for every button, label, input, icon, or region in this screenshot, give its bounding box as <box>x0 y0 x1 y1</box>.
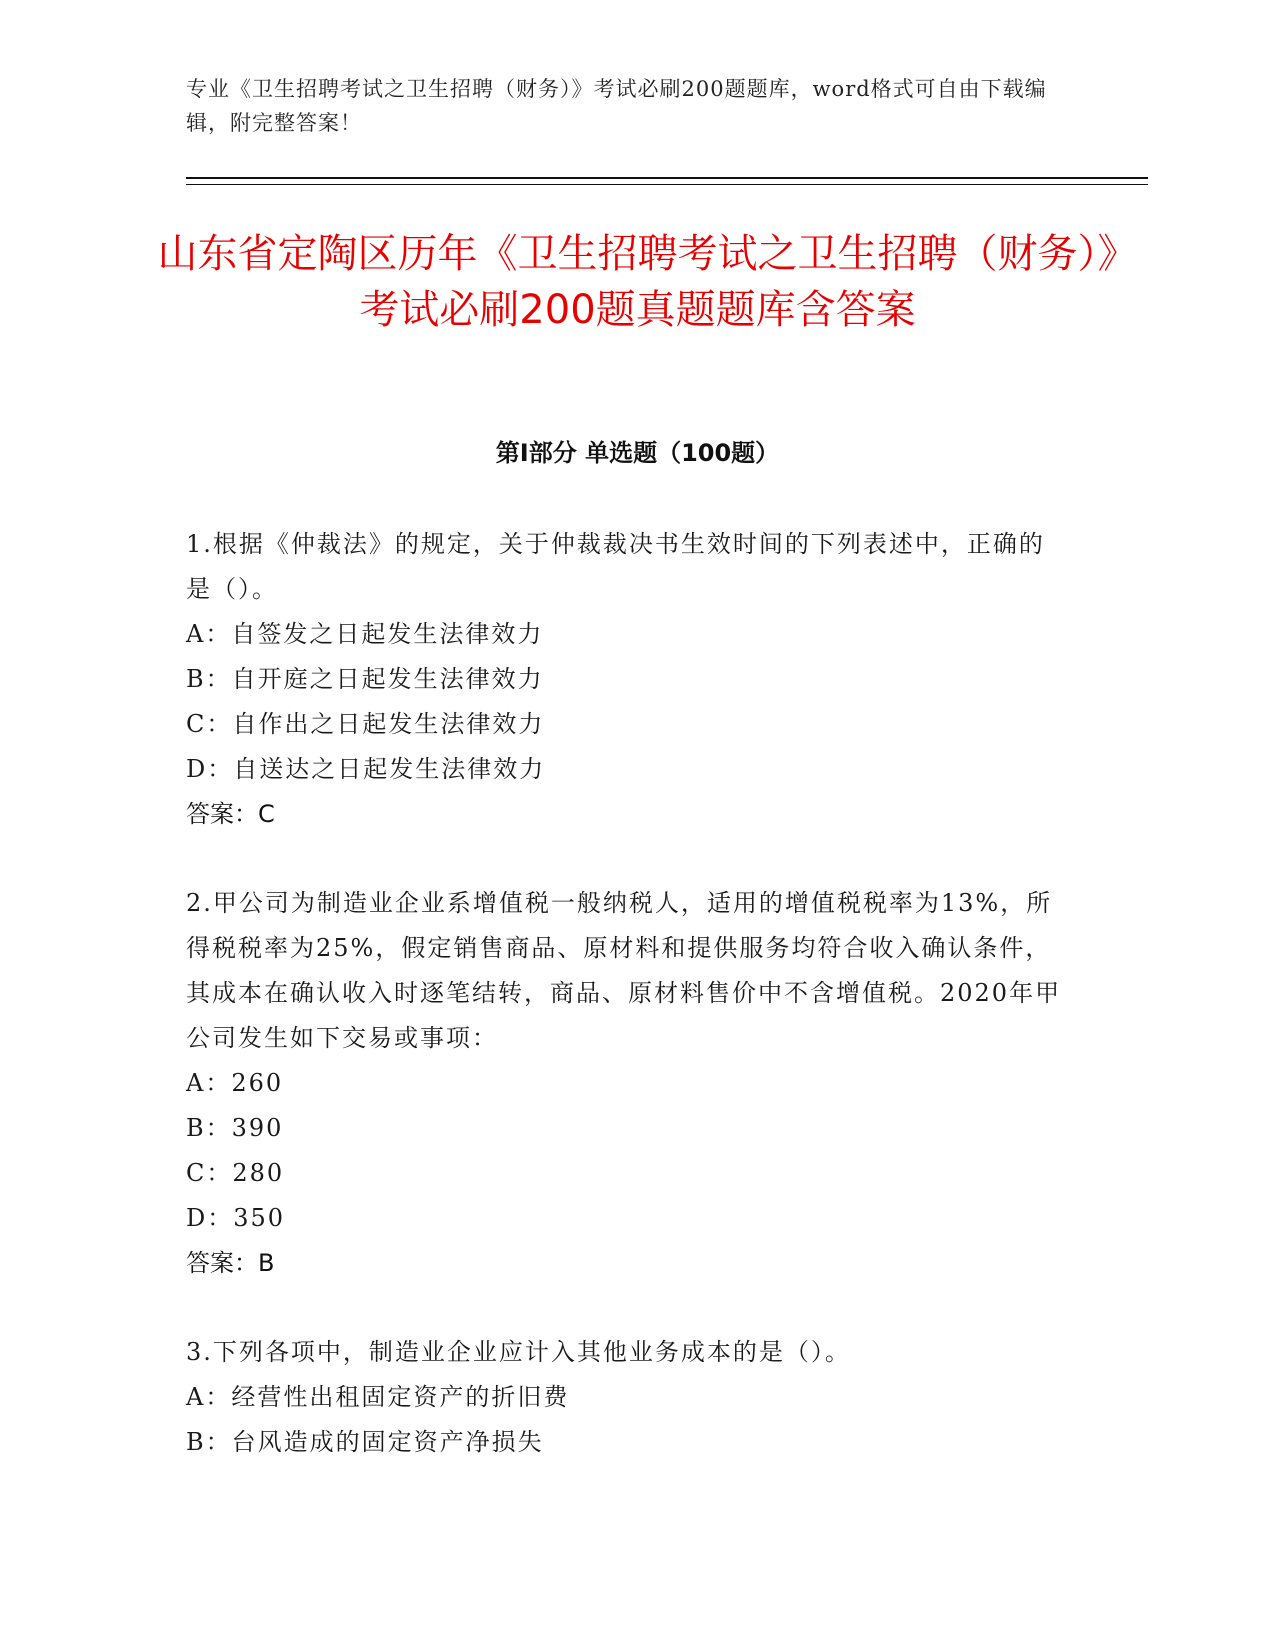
option-c: C：280 <box>186 1159 285 1187</box>
header-rule-thick <box>186 177 1148 179</box>
header-rule-thin <box>186 184 1148 185</box>
section-heading: 第Ⅰ部分 单选题（100题） <box>495 439 780 467</box>
option-d: D：自送达之日起发生法律效力 <box>186 755 546 783</box>
option-b: B：390 <box>186 1114 284 1142</box>
question-1 <box>186 522 1066 837</box>
answer-label: 答案：B <box>186 1249 275 1277</box>
question-stem: 1.根据《仲裁法》的规定，关于仲裁裁决书生效时间的下列表述中，正确的是（）。 <box>186 530 1045 603</box>
option-b: B：台风造成的固定资产净损失 <box>186 1428 544 1456</box>
question-2 <box>186 881 1066 1286</box>
option-a: A：260 <box>186 1069 284 1097</box>
option-c: C：自作出之日起发生法律效力 <box>186 710 545 738</box>
question-list <box>186 522 1066 1509</box>
option-a: A：经营性出租固定资产的折旧费 <box>186 1383 570 1411</box>
option-d: D：350 <box>186 1204 286 1232</box>
answer-label: 答案：C <box>186 800 275 828</box>
document-title: 山东省定陶区历年《卫生招聘考试之卫生招聘（财务）》考试必刷200题真题题库含答案 <box>157 231 1118 333</box>
option-b: B：自开庭之日起发生法律效力 <box>186 665 544 693</box>
question-stem: 3.下列各项中，制造业企业应计入其他业务成本的是（）。 <box>186 1338 851 1366</box>
option-a: A：自签发之日起发生法律效力 <box>186 620 544 648</box>
question-stem: 2.甲公司为制造业企业系增值税一般纳税人，适用的增值税税率为13%，所得税税率为25%，假定销售商品、原材料和提供服务均符合收入确认条件，其成本在确认收入时逐笔结转，商品、原材料售价中不含增值税。2020年甲公司发生如下交易或事项： <box>186 889 1062 1052</box>
question-3 <box>186 1330 1066 1465</box>
header-note: 专业《卫生招聘考试之卫生招聘（财务）》考试必刷200题题库，word格式可自由下载编辑，附完整答案！ <box>186 77 1047 135</box>
